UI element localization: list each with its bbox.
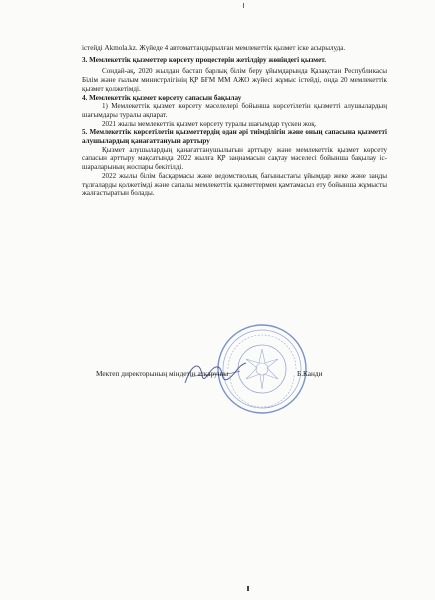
document-body	[82, 44, 387, 198]
paragraph: Қызмет алушылардың қанағаттанушылығын арттыру және мемлекеттік қызмет көрсету сапасын арттыру мақсатында 2022 жылға ҚР заңнамасын сақтау мәселесі бойынша бақылау іс-шараларының жоспары бекітілді.	[82, 145, 387, 172]
paragraph: 1) Мемлекеттік қызмет көрсету мәселелері бойынша көрсетілетін қызметті алушылардың шағымдары туралы ақпарат.	[82, 102, 387, 119]
section-heading: 5. Мемлекеттік көрсетілетін қызметтердің одан әрі тиімділігін және оның сапасына қызметті алушылардың қанағаттануын арттыру	[82, 128, 387, 146]
paragraph: 2021 жылы мемлекеттік қызмет көрсету туралы шағымдар түскен жоқ.	[102, 119, 317, 128]
section-heading: 3. Мемлекеттік қызметтер көрсету процестерін жетілдіру жөніндегі қызмет.	[82, 55, 326, 64]
scan-mark	[247, 586, 249, 591]
signature-title: Мектеп директорының міндетін атқарушы	[96, 369, 229, 378]
paragraph: 2022 жылы білім басқармасы және ведомстволық бағыныстағы ұйымдар жеке және заңды тұлғаларды қолжетімді және сапалы мемлекеттік қызметтермен қамтамасыз ету бойынша жұмысты жалғастыратын болады.	[82, 171, 387, 198]
paragraph: істейді Akmola.kz. Жүйеде 4 автоматтандырылған мемлекеттік қызмет іске асырылуда.	[82, 44, 346, 52]
scan-mark	[243, 3, 244, 8]
paragraph: Сондай-ақ, 2020 жылдан бастап барлық білім беру ұйымдарында Қазақстан Республикасы Білім және ғылым министрлігінің ҚР БҒМ ММ АЖО жүйесі жұмыс істейді, онда 20 мемлекеттік қызмет қолжетімді.	[82, 67, 387, 93]
section-heading: 4. Мемлекеттік қызмет көрсету сапасын бақылау	[82, 93, 242, 102]
signature-name: Б.Канди	[297, 369, 323, 378]
